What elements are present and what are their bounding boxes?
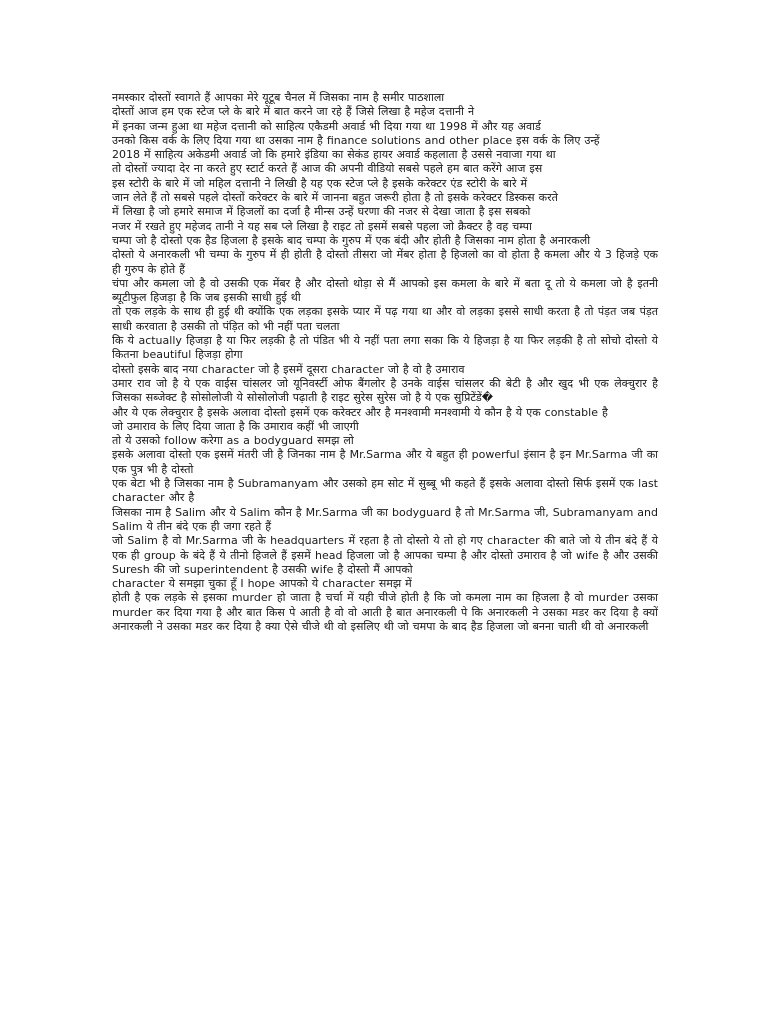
paragraph: उनको किस वर्क के लिए दिया गया था उसका नाम है finance solutions and other place इस वर्क के लिए उन्हें: [112, 133, 600, 147]
paragraph: दोस्तो ये अनारकली भी चम्पा के गुरुप में ही होती है दोस्तो तीसरा जो मेंबर होता है हिजलो का वो होता है कमला और ये 3 हिजड़े एक ही गुरुप के होते हैं: [112, 248, 658, 276]
paragraph: दोस्तो इसके बाद नया character जो है इसमें दूसरा character जो है वो है उमाराव: [112, 362, 465, 376]
paragraph: तो एक लड़के के साथ ही हुई थी क्योंकि एक लड़का इसके प्यार में पढ़ गया था और वो लड़का इससे साधी करता है तो पंड़त जब पंड़त साधी करवाता है उसकी तो पंड़ित को भी नहीं पता चलता: [112, 305, 658, 333]
paragraph: एक बेटा भी है जिसका नाम है Subramanyam और उसको हम सोट में सुब्बू भी कहते हैं इसके अलावा दोस्तो सिर्फ इसमें एक last character और है: [112, 477, 658, 505]
paragraph: में इनका जन्म हुआ था महेज दत्तानी को साहित्य एकैडमी अवार्ड भी दिया गया था 1998 में और यह अवार्ड: [112, 119, 541, 133]
paragraph: जो उमाराव के लिए दिया जाता है कि उमाराव कहीं भी जाएगी: [112, 419, 359, 433]
paragraph: और ये एक लेक्चुरार है इसके अलावा दोस्तो इसमें एक करेक्टर और है मनश्वामी मनश्वामी ये कौन है ये एक constable है: [112, 405, 608, 419]
paragraph: इसके अलावा दोस्तो एक इसमें मंतरी जी है जिनका नाम है Mr.Sarma और ये बहुत ही powerful इंसान है इन Mr.Sarma जी का एक पुत्र भी है दोस्तो: [112, 448, 658, 476]
paragraph: होती है एक लड़के से इसका murder हो जाता है चर्चा में यही चीजे होती है कि जो कमला नाम का हिजला है वो murder उसका murder कर दिया गया है और बात किस पे आती है वो वो आती है बात अनारकली पे कि अनारकली ने उसका मडर कर दिया है क्यों अनारकली ने उसका मडर कर दिया है क्या ऐसे चीजे थी वो इसलिए थी जो चमपा के बाद हैड हिजला जो बनना चाती थी वो अनारकली: [112, 591, 658, 633]
document-page: [112, 91, 658, 634]
paragraph: कि ये actually हिजड़ा है या फिर लड़की है तो पंडित भी ये नहीं पता लगा सका कि ये हिजड़ा है या फिर लड़की है तो सोचो दोस्तो ये कितना beautiful हिजड़ा होगा: [112, 334, 658, 362]
paragraph: जो Salim है वो Mr.Sarma जी के headquarters में रहता है तो दोस्तो ये तो हो गए character की बाते जो ये तीन बंदे हैं ये एक ही group के बंदे हैं ये तीनो हिजले हैं इसमें head हिजला जो है आपका चम्पा है और दोस्तो उमाराव है जो wife है और उसकी Suresh की जो superintendent है उसकी wife है दोस्तो मैं आपको: [112, 534, 658, 576]
paragraph: नमस्कार दोस्तों स्वागते हैं आपका मेरे यूटूब चैनल में जिसका नाम है समीर पाठशाला: [112, 91, 445, 104]
paragraph: 2018 में साहित्य अकेडमी अवार्ड जो कि हमारे इंडिया का सेकंड हायर अवार्ड कहलाता है उससे नवाजा गया था: [112, 148, 556, 162]
paragraph: उमार राव जो है ये एक वाईस चांसलर जो यूनिवर्स्टी ओफ बैंगलोर है उनके वाईस चांसलर की बेटी है और खुद भी एक लेक्चुरार है जिसका सब्जेक्ट है सोसोलोजी ये सोसोलोजी पढ़ाती है राइट सुरेस सुरेस जो है ये एक सुप्रिटेंडें�: [112, 376, 658, 405]
paragraph: जान लेते हैं तो सबसे पहले दोस्तों करेक्टर के बारे में जानना बहुत जरूरी होता है तो इसके करेक्टर डिस्कस करते: [112, 191, 558, 205]
paragraph: चम्पा जो है दोस्तो एक हैड हिजला है इसके बाद चम्पा के गुरुप में एक बंदी और होती है जिसका नाम होता है अनारकली: [112, 233, 591, 247]
paragraph: तो दोस्तों ज्यादा देर ना करते हुए स्टार्ट करते हैं आज की अपनी वीडियो सबसे पहले हम बात करेंगे आज इस: [112, 162, 543, 176]
paragraph: इस स्टोरी के बारे में जो महिल दत्तानी ने लिखी है यह एक स्टेज प्ले है इसके करेक्टर एंड स्टोरी के बारे में: [112, 176, 528, 190]
paragraph: जिसका नाम है Salim और ये Salim कौन है Mr.Sarma जी का bodyguard है तो Mr.Sarma जी, Subramanyam and Salim ये तीन बंदे एक ही जगा रहते हैं: [112, 505, 658, 533]
paragraph: तो ये उसको follow करेगा as a bodyguard समझ लो: [112, 434, 354, 448]
paragraph: में लिखा है जो हमारे समाज में हिजलों का दर्जा है मीन्स उन्हें घरणा की नजर से देखा जाता है इस सबको: [112, 205, 531, 219]
paragraph: चंपा और कमला जो है वो उसकी एक मेंबर है और दोस्तो थोड़ा से मैं आपको इस कमला के बारे में बता दू तो ये कमला जो है इतनी ब्यूटीफुल हिजड़ा है कि जब इसकी साधी हुई थी: [112, 276, 658, 305]
paragraph: नजर में रखते हुए महेजद तानी ने यह सब प्ले लिखा है राइट तो इसमें सबसे पहला जो क्रैक्टर है वह चम्पा: [112, 219, 532, 233]
paragraph: दोस्तों आज हम एक स्टेज प्ले के बारे में बात करने जा रहे हैं जिसे लिखा है महेज दत्तानी ने: [112, 105, 475, 119]
paragraph: character ये समझा चुका हूँ I hope आपको ये character समझ में: [112, 577, 412, 591]
